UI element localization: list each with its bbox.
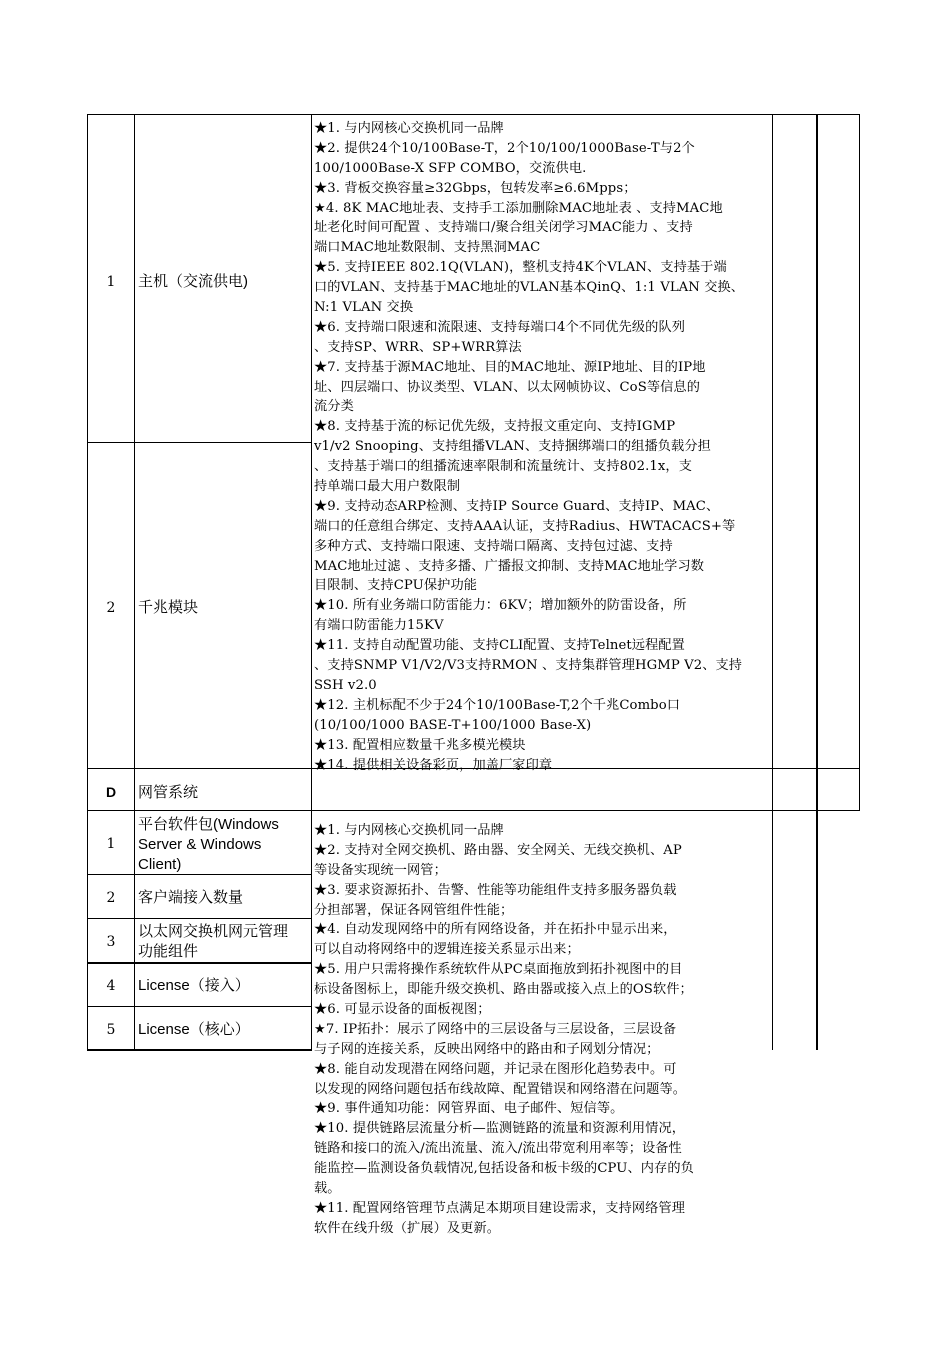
sub-table-bottom <box>87 1049 312 1051</box>
spec-line: ★3. 要求资源拓扑、告警、性能等功能组件支持多服务器负载 <box>314 882 677 898</box>
spec-line: 、支持SNMP V1/V2/V3支持RMON 、支持集群管理HGMP V2、支持 <box>314 658 743 674</box>
row-number: 1 <box>106 836 116 852</box>
sub-col-border-qty <box>816 810 818 1050</box>
sub-row-divider-3 <box>87 962 312 964</box>
sub-row-divider-4 <box>87 1006 312 1007</box>
spec-line: 分担部署，保证各网管组件性能； <box>314 902 514 918</box>
item-name <box>138 922 288 962</box>
sub-col-border-name <box>311 810 312 1050</box>
item-name <box>138 815 279 875</box>
col-border-spec <box>772 114 773 811</box>
spec-line: 软件在线升级（扩展）及更新。 <box>314 1220 501 1236</box>
spec-line: MAC地址过滤 、支持多播、广播报文抑制、支持MAC地址学习数 <box>314 558 705 574</box>
section-letter: D <box>105 784 117 800</box>
spec-line: ★2. 提供24个10/100Base-T，2个10/100/1000Base-T与2个 <box>314 140 695 156</box>
spec-line: ★11. 配置网络管理节点满足本期项目建设需求，支持网络管理 <box>314 1200 686 1216</box>
spec-line: ★5. 支持IEEE 802.1Q(VLAN)，整机支持4K个VLAN、支持基于端 <box>314 260 727 276</box>
spec-line: 标设备图标上，即能升级交换机、路由器或接入点上的OS软件； <box>314 982 693 998</box>
row-divider-D-sub <box>87 810 860 811</box>
spec-line: ★6. 支持端口限速和流限速、支持每端口4个不同优先级的队列 <box>314 319 686 335</box>
item-name: License（接入） <box>138 977 250 994</box>
spec-line: ★1. 与内网核心交换机同一品牌 <box>314 121 504 136</box>
spec-line: ★11. 支持自动配置功能、支持CLI配置、支持Telnet远程配置 <box>314 638 685 654</box>
spec-line: ★1. 与内网核心交换机同一品牌 <box>314 823 504 838</box>
spec-line: 链路和接口的流入/流出流量、流入/流出带宽利用率等；设备性 <box>314 1141 682 1157</box>
item-name: License（核心） <box>138 1021 250 1038</box>
spec-line: 端口的任意组合绑定、支持AAA认证，支持Radius、HWTACACS+等 <box>314 518 736 534</box>
col-border-right <box>859 114 860 811</box>
spec-block-switch <box>314 119 744 775</box>
spec-line: 口的VLAN、支持基于MAC地址的VLAN基本QinQ、1:1 VLAN 交换、 <box>314 280 745 296</box>
spec-line: N:1 VLAN 交换 <box>314 300 414 316</box>
col-border-left <box>87 114 88 811</box>
spec-line: ★2. 支持对全网交换机、路由器、安全网关、无线交换机、AP <box>314 842 682 858</box>
table-top-border <box>87 114 860 115</box>
spec-line: 等设备实现统一网管； <box>314 862 447 878</box>
item-name-line: Client) <box>138 856 182 873</box>
spec-line: ★14. 提供相关设备彩页，加盖厂家印章 <box>314 757 553 773</box>
spec-line: SSH v2.0 <box>314 677 377 693</box>
spec-line: ★4. 自动发现网络中的所有网络设备，并在拓扑中显示出来， <box>314 922 677 938</box>
spec-line: ★4. 8K MAC地址表、支持手工添加删除MAC地址表 、支持MAC地 <box>314 200 723 216</box>
spec-line: 有端口防雷能力15KV <box>314 618 444 634</box>
spec-line: 100/1000Base-X SFP COMBO，交流供电. <box>314 160 587 176</box>
row-number: 1 <box>106 274 116 290</box>
row-divider-1-2 <box>87 442 312 443</box>
spec-line: ★13. 配置相应数量千兆多模光模块 <box>314 737 526 753</box>
spec-line: 端口MAC地址数限制、支持黑洞MAC <box>314 240 541 256</box>
spec-line: ★12. 主机标配不少于24个10/100Base-T,2个千兆Combo口 <box>314 697 681 713</box>
spec-line: ★9. 支持动态ARP检测、支持IP Source Guard、支持IP、MAC、 <box>314 498 720 514</box>
section-name: 网管系统 <box>138 784 199 801</box>
spec-line: 能监控—监测设备负载情况,包括设备和板卡级的CPU、内存的负 <box>314 1161 694 1177</box>
spec-line: 流分类 <box>314 399 354 415</box>
item-name-line: 以太网交换机网元管理 <box>138 923 289 940</box>
spec-line: 、支持基于端口的组播流速率限制和流量统计、支持802.1x，支 <box>314 459 692 475</box>
sub-col-border-spec <box>772 810 773 1050</box>
row-number: 2 <box>106 600 116 616</box>
spec-line: 目限制、支持CPU保护功能 <box>314 578 478 594</box>
spec-line: ★10. 所有业务端口防雷能力：6KV；增加额外的防雷设备，所 <box>314 598 687 614</box>
col-border-no <box>134 114 135 811</box>
spec-line: 址老化时间可配置 、支持端口/聚合组关闭学习MAC能力 、支持 <box>314 220 693 236</box>
item-name-line: 平台软件包(Windows <box>138 816 279 833</box>
spec-line: 、支持SP、WRR、SP+WRR算法 <box>314 339 522 355</box>
col-border-name <box>311 114 312 811</box>
row-number: 3 <box>106 934 116 950</box>
item-name: 客户端接入数量 <box>138 889 244 906</box>
col-border-qty <box>816 114 818 811</box>
item-name: 主机（交流供电) <box>138 273 248 290</box>
spec-line: 以发现的网络问题包括布线故障、配置错误和网络潜在问题等。 <box>314 1081 687 1097</box>
row-number: 5 <box>106 1022 116 1038</box>
spec-line: ★8. 能自动发现潜在网络问题，并记录在图形化趋势表中。可 <box>314 1061 677 1077</box>
sub-col-border-no <box>134 810 135 1050</box>
sub-row-divider-2 <box>87 918 312 919</box>
spec-line: (10/100/1000 BASE-T+100/1000 Base-X) <box>314 717 592 733</box>
item-name: 千兆模块 <box>138 599 199 616</box>
spec-line: 址、四层端口、协议类型、VLAN、以太网帧协议、CoS等信息的 <box>314 379 701 395</box>
spec-line: ★7. 支持基于源MAC地址、目的MAC地址、源IP地址、目的IP地 <box>314 359 706 375</box>
spec-line: 可以自动将网络中的逻辑连接关系显示出来； <box>314 942 580 958</box>
spec-line: ★3. 背板交换容量≥32Gbps，包转发率≥6.6Mpps； <box>314 180 637 196</box>
spec-line: 载。 <box>314 1181 341 1197</box>
spec-line: 多种方式、支持端口限速、支持端口隔离、支持包过滤、支持 <box>314 538 673 554</box>
spec-line: ★9. 事件通知功能：网管界面、电子邮件、短信等。 <box>314 1101 624 1117</box>
spec-line: ★10. 提供链路层流量分析—监测链路的流量和资源利用情况， <box>314 1121 686 1137</box>
item-name-line: 功能组件 <box>138 943 199 960</box>
item-name-line: Server & Windows <box>138 836 262 853</box>
spec-line: ★7. IP拓扑：展示了网络中的三层设备与三层设备，三层设备 <box>314 1021 677 1037</box>
row-number: 4 <box>106 978 116 994</box>
spec-line: 与子网的连接关系，反映出网络中的路由和子网划分情况； <box>314 1041 660 1057</box>
spec-line: ★6. 可显示设备的面板视图； <box>314 1002 491 1018</box>
spec-line: v1/v2 Snooping、支持组播VLAN、支持捆绑端口的组播负载分担 <box>314 439 711 455</box>
spec-block-nms <box>314 821 694 1239</box>
spec-line: 持单端口最大用户数限制 <box>314 479 461 495</box>
spec-line: ★8. 支持基于流的标记优先级，支持报文重定向、支持IGMP <box>314 419 676 435</box>
spec-line: ★5. 用户只需将操作系统软件从PC桌面拖放到拓扑视图中的目 <box>314 962 683 978</box>
row-number: 2 <box>106 890 116 906</box>
